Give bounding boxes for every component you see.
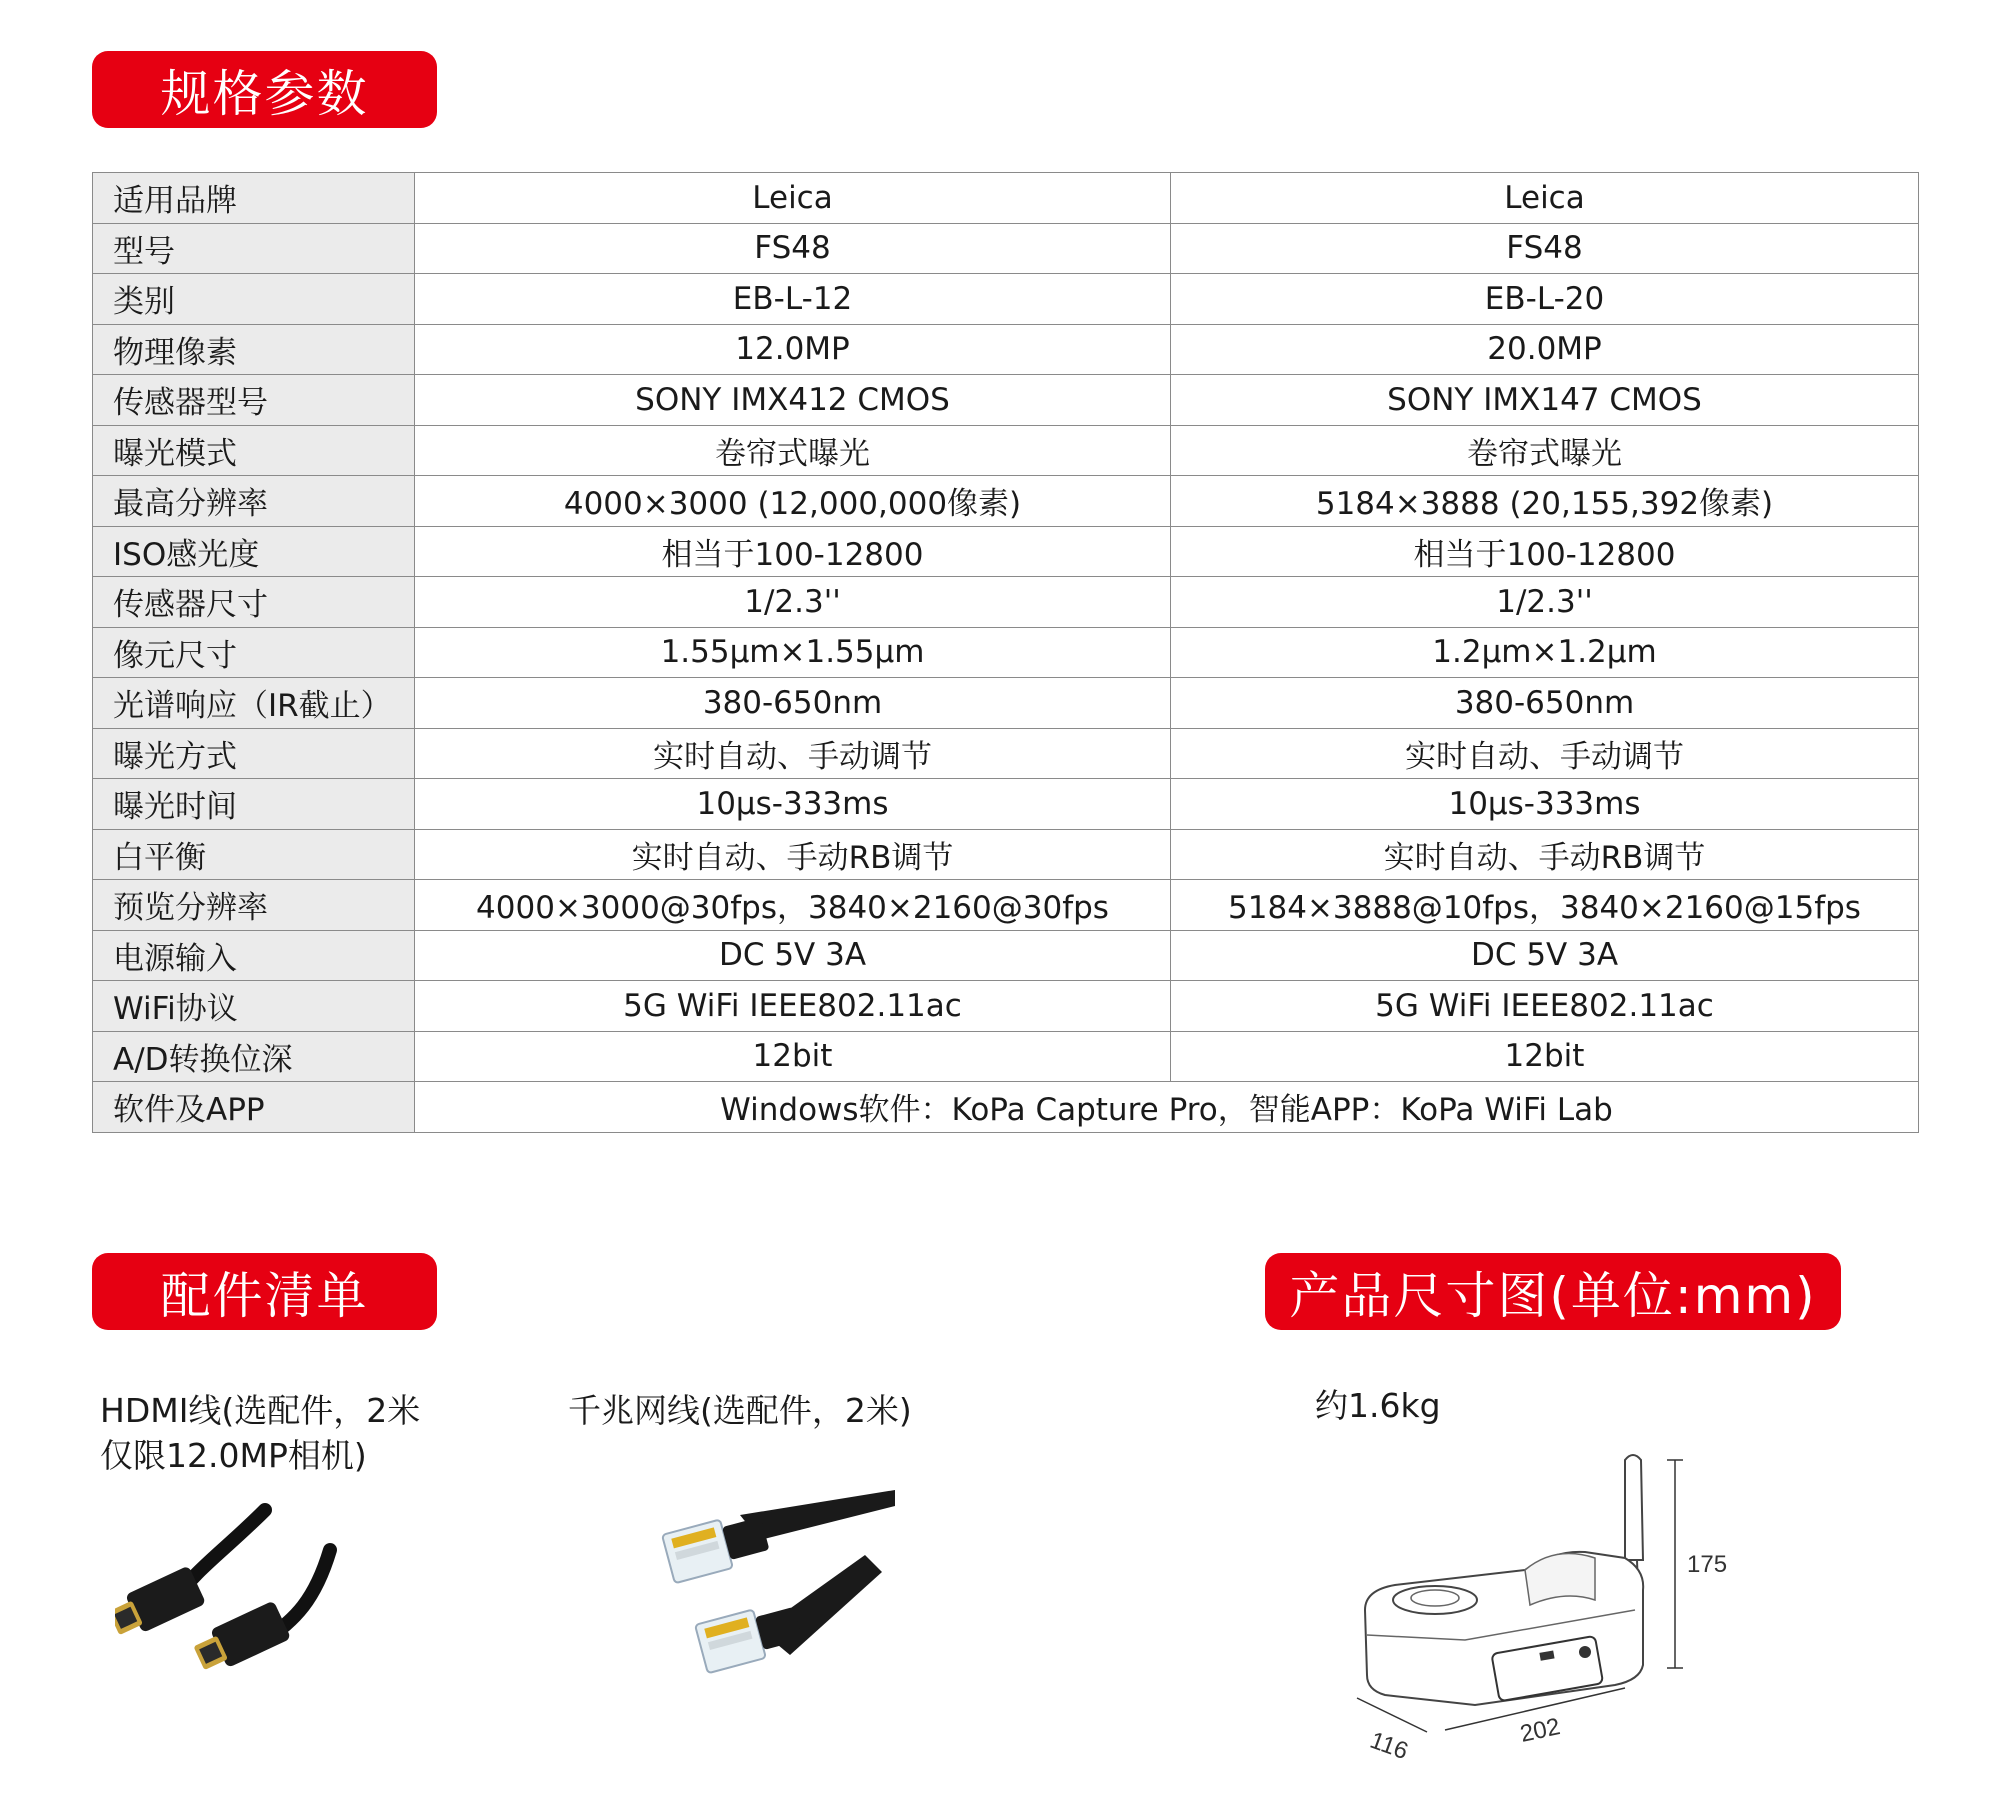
device-weight: 约1.6kg <box>1315 1386 1441 1425</box>
spec-value-eb-l-12: 4000×3000 (12,000,000像素) <box>415 476 1171 527</box>
spec-row-software <box>93 1082 1919 1133</box>
spec-value-eb-l-20: EB-L-20 <box>1171 274 1919 325</box>
hdmi-cable-image <box>115 1490 355 1690</box>
spec-row <box>93 678 1919 729</box>
spec-value-eb-l-20: 相当于100-12800 <box>1171 526 1919 577</box>
spec-label: WiFi协议 <box>93 981 415 1032</box>
lan-cable-label: 千兆网线(选配件，2米) <box>568 1391 912 1430</box>
spec-value-eb-l-12: 12bit <box>415 1031 1171 1082</box>
hdmi-label-line2: 仅限12.0MP相机) <box>100 1436 367 1475</box>
spec-row <box>93 375 1919 426</box>
spec-row <box>93 1031 1919 1082</box>
spec-value-eb-l-20: 10μs-333ms <box>1171 779 1919 830</box>
spec-value-eb-l-12: 卷帘式曝光 <box>415 425 1171 476</box>
spec-label: 软件及APP <box>93 1082 415 1133</box>
spec-label: 预览分辨率 <box>93 880 415 931</box>
spec-value-eb-l-12: DC 5V 3A <box>415 930 1171 981</box>
specs-section-title: 规格参数 <box>92 51 437 128</box>
spec-value-eb-l-20: 实时自动、手动调节 <box>1171 728 1919 779</box>
spec-value-eb-l-12: 1/2.3'' <box>415 577 1171 628</box>
spec-value-eb-l-12: 380-650nm <box>415 678 1171 729</box>
spec-value-eb-l-20: 20.0MP <box>1171 324 1919 375</box>
spec-table <box>92 172 1919 1133</box>
spec-label: 类别 <box>93 274 415 325</box>
spec-label: 曝光时间 <box>93 779 415 830</box>
spec-label: 型号 <box>93 223 415 274</box>
accessories-section-title: 配件清单 <box>92 1253 437 1330</box>
spec-value-eb-l-20: 卷帘式曝光 <box>1171 425 1919 476</box>
spec-value-eb-l-20: 5184×3888 (20,155,392像素) <box>1171 476 1919 527</box>
hdmi-label-line1: HDMI线(选配件，2米 <box>100 1391 421 1430</box>
spec-value-eb-l-20: 1/2.3'' <box>1171 577 1919 628</box>
spec-value-eb-l-12: 实时自动、手动调节 <box>415 728 1171 779</box>
spec-label: 曝光模式 <box>93 425 415 476</box>
spec-label: 光谱响应（IR截止） <box>93 678 415 729</box>
spec-row <box>93 425 1919 476</box>
spec-label: 传感器尺寸 <box>93 577 415 628</box>
spec-value-eb-l-20: Leica <box>1171 173 1919 224</box>
spec-value-software: Windows软件：KoPa Capture Pro，智能APP：KoPa WiFi Lab <box>415 1082 1919 1133</box>
spec-label: A/D转换位深 <box>93 1031 415 1082</box>
spec-label: ISO感光度 <box>93 526 415 577</box>
spec-value-eb-l-12: Leica <box>415 173 1171 224</box>
spec-row <box>93 829 1919 880</box>
spec-label: 传感器型号 <box>93 375 415 426</box>
spec-label: 像元尺寸 <box>93 627 415 678</box>
depth-dimension-label: 116 <box>1366 1726 1412 1766</box>
spec-row <box>93 880 1919 931</box>
spec-value-eb-l-20: DC 5V 3A <box>1171 930 1919 981</box>
spec-value-eb-l-12: FS48 <box>415 223 1171 274</box>
spec-value-eb-l-20: SONY IMX147 CMOS <box>1171 375 1919 426</box>
width-dimension-label: 202 <box>1517 1713 1563 1748</box>
spec-value-eb-l-12: 5G WiFi IEEE802.11ac <box>415 981 1171 1032</box>
dimensions-section-title: 产品尺寸图(单位:mm) <box>1265 1253 1841 1330</box>
spec-label: 电源输入 <box>93 930 415 981</box>
spec-value-eb-l-12: 1.55μm×1.55μm <box>415 627 1171 678</box>
spec-label: 白平衡 <box>93 829 415 880</box>
spec-label: 物理像素 <box>93 324 415 375</box>
spec-row <box>93 324 1919 375</box>
spec-value-eb-l-12: 4000×3000@30fps，3840×2160@30fps <box>415 880 1171 931</box>
spec-value-eb-l-20: 5184×3888@10fps，3840×2160@15fps <box>1171 880 1919 931</box>
spec-row <box>93 981 1919 1032</box>
spec-row <box>93 627 1919 678</box>
spec-value-eb-l-20: 1.2μm×1.2μm <box>1171 627 1919 678</box>
spec-label: 曝光方式 <box>93 728 415 779</box>
spec-row <box>93 274 1919 325</box>
spec-row <box>93 930 1919 981</box>
spec-value-eb-l-20: 12bit <box>1171 1031 1919 1082</box>
spec-row <box>93 728 1919 779</box>
spec-row <box>93 779 1919 830</box>
spec-value-eb-l-12: 相当于100-12800 <box>415 526 1171 577</box>
ethernet-cable-image <box>650 1480 900 1710</box>
spec-value-eb-l-20: 380-650nm <box>1171 678 1919 729</box>
spec-value-eb-l-12: SONY IMX412 CMOS <box>415 375 1171 426</box>
spec-row <box>93 223 1919 274</box>
spec-row <box>93 173 1919 224</box>
spec-row <box>93 476 1919 527</box>
spec-value-eb-l-20: FS48 <box>1171 223 1919 274</box>
spec-value-eb-l-12: 实时自动、手动RB调节 <box>415 829 1171 880</box>
hdmi-cable-label <box>100 1388 520 1478</box>
spec-value-eb-l-12: EB-L-12 <box>415 274 1171 325</box>
spec-row <box>93 577 1919 628</box>
spec-row <box>93 526 1919 577</box>
spec-label: 最高分辨率 <box>93 476 415 527</box>
spec-value-eb-l-12: 10μs-333ms <box>415 779 1171 830</box>
spec-value-eb-l-20: 5G WiFi IEEE802.11ac <box>1171 981 1919 1032</box>
spec-table-body <box>93 173 1919 1133</box>
spec-value-eb-l-12: 12.0MP <box>415 324 1171 375</box>
height-dimension-label: 175 <box>1687 1551 1728 1578</box>
spec-value-eb-l-20: 实时自动、手动RB调节 <box>1171 829 1919 880</box>
spec-label: 适用品牌 <box>93 173 415 224</box>
camera-device-drawing <box>1325 1440 1745 1770</box>
